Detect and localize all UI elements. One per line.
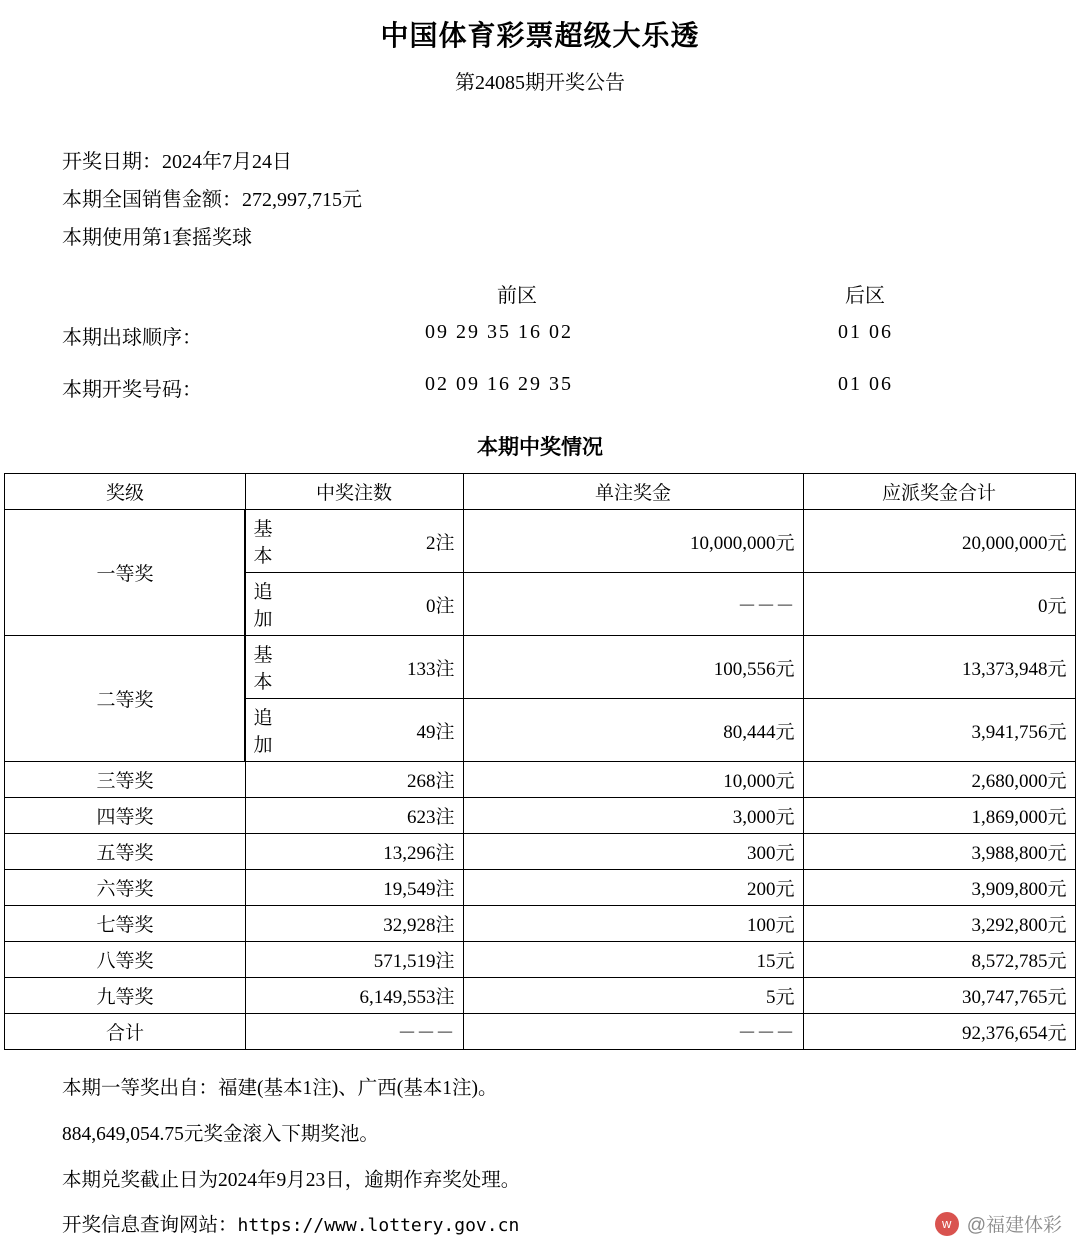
cell-grade: 合计 bbox=[5, 1014, 245, 1050]
cell-total-prize: 3,909,800元 bbox=[803, 870, 1075, 906]
cell-winner-count: 6,149,553注 bbox=[245, 978, 463, 1014]
cell-unit-prize: 100元 bbox=[463, 906, 803, 942]
claim-deadline-note: 本期兑奖截止日为2024年9月23日，逾期作弃奖处理。 bbox=[62, 1158, 1080, 1204]
footer-notes bbox=[0, 1066, 1080, 1249]
back-zone-label: 后区 bbox=[845, 279, 885, 308]
cell-winner-count: －－－ bbox=[245, 1014, 463, 1050]
winning-numbers-front: 02 09 16 29 35 bbox=[425, 373, 573, 396]
weibo-icon: w bbox=[935, 1212, 959, 1236]
first-prize-source-note: 本期一等奖出自：福建(基本1注)、广西(基本1注)。 bbox=[62, 1066, 1080, 1112]
website-url: https://www.lottery.gov.cn bbox=[238, 1215, 520, 1236]
ball-order-row bbox=[0, 313, 1080, 365]
ball-order-front-numbers: 09 29 35 16 02 bbox=[425, 321, 573, 344]
table-row bbox=[5, 942, 1075, 978]
draw-date: 开奖日期：2024年7月24日 bbox=[62, 143, 1080, 181]
cell-winner-count: 0注 bbox=[245, 573, 463, 636]
page-title: 中国体育彩票超级大乐透 bbox=[0, 0, 1080, 54]
prize-section-title: 本期中奖情况 bbox=[0, 431, 1080, 461]
table-row bbox=[5, 834, 1075, 870]
cell-unit-prize: 3,000元 bbox=[463, 798, 803, 834]
prize-table bbox=[4, 473, 1075, 1050]
cell-total-prize: 3,292,800元 bbox=[803, 906, 1075, 942]
watermark-text: @福建体彩 bbox=[967, 1210, 1062, 1237]
cell-unit-prize: －－－ bbox=[463, 573, 803, 636]
zone-header-row bbox=[0, 279, 1080, 313]
cell-total-prize: 30,747,765元 bbox=[803, 978, 1075, 1014]
page-subtitle: 第24085期开奖公告 bbox=[0, 54, 1080, 95]
table-row bbox=[5, 798, 1075, 834]
table-row bbox=[5, 510, 1075, 573]
website-label: 开奖信息查询网站： bbox=[62, 1215, 238, 1236]
cell-unit-prize: 10,000,000元 bbox=[463, 510, 803, 573]
rollover-note: 884,649,054.75元奖金滚入下期奖池。 bbox=[62, 1112, 1080, 1158]
table-row bbox=[5, 870, 1075, 906]
cell-total-prize: 1,869,000元 bbox=[803, 798, 1075, 834]
cell-winner-count: 32,928注 bbox=[245, 906, 463, 942]
cell-unit-prize: －－－ bbox=[463, 1014, 803, 1050]
cell-grade: 二等奖 bbox=[5, 636, 245, 762]
cell-winner-count: 2注 bbox=[245, 510, 463, 573]
website-note bbox=[62, 1203, 1080, 1249]
cell-unit-prize: 15元 bbox=[463, 942, 803, 978]
winning-numbers-row bbox=[0, 365, 1080, 417]
table-row bbox=[5, 762, 1075, 798]
prize-table-header-row bbox=[5, 474, 1075, 510]
cell-total-prize: 2,680,000元 bbox=[803, 762, 1075, 798]
cell-unit-prize: 100,556元 bbox=[463, 636, 803, 699]
header-grade: 奖级 bbox=[5, 474, 245, 510]
cell-total-prize: 0元 bbox=[803, 573, 1075, 636]
cell-grade: 三等奖 bbox=[5, 762, 245, 798]
cell-total-prize: 13,373,948元 bbox=[803, 636, 1075, 699]
cell-winner-count: 571,519注 bbox=[245, 942, 463, 978]
cell-total-prize: 3,941,756元 bbox=[803, 699, 1075, 762]
ball-order-label: 本期出球顺序： bbox=[62, 321, 202, 350]
ball-order-back-numbers: 01 06 bbox=[838, 321, 893, 344]
cell-grade: 四等奖 bbox=[5, 798, 245, 834]
cell-total-prize: 3,988,800元 bbox=[803, 834, 1075, 870]
cell-grade: 一等奖 bbox=[5, 510, 245, 636]
header-total-prize: 应派奖金合计 bbox=[803, 474, 1075, 510]
cell-unit-prize: 10,000元 bbox=[463, 762, 803, 798]
cell-unit-prize: 5元 bbox=[463, 978, 803, 1014]
cell-grade: 五等奖 bbox=[5, 834, 245, 870]
front-zone-label: 前区 bbox=[497, 279, 537, 308]
cell-grade: 七等奖 bbox=[5, 906, 245, 942]
cell-total-prize: 92,376,654元 bbox=[803, 1014, 1075, 1050]
cell-total-prize: 20,000,000元 bbox=[803, 510, 1075, 573]
table-row bbox=[5, 906, 1075, 942]
winning-numbers-back: 01 06 bbox=[838, 373, 893, 396]
watermark bbox=[935, 1210, 1062, 1237]
header-unit-prize: 单注奖金 bbox=[463, 474, 803, 510]
draw-info-block bbox=[0, 143, 1080, 257]
cell-winner-count: 13,296注 bbox=[245, 834, 463, 870]
cell-grade: 九等奖 bbox=[5, 978, 245, 1014]
cell-unit-prize: 80,444元 bbox=[463, 699, 803, 762]
table-row bbox=[5, 636, 1075, 699]
cell-winner-count: 133注 bbox=[245, 636, 463, 699]
cell-unit-prize: 300元 bbox=[463, 834, 803, 870]
cell-winner-count: 19,549注 bbox=[245, 870, 463, 906]
cell-winner-count: 623注 bbox=[245, 798, 463, 834]
table-row bbox=[5, 978, 1075, 1014]
cell-grade: 六等奖 bbox=[5, 870, 245, 906]
header-count: 中奖注数 bbox=[245, 474, 463, 510]
cell-winner-count: 268注 bbox=[245, 762, 463, 798]
winning-numbers-label: 本期开奖号码： bbox=[62, 373, 202, 402]
table-row bbox=[5, 1014, 1075, 1050]
cell-unit-prize: 200元 bbox=[463, 870, 803, 906]
cell-winner-count: 49注 bbox=[245, 699, 463, 762]
ball-set-used: 本期使用第1套摇奖球 bbox=[62, 219, 1080, 257]
cell-grade: 八等奖 bbox=[5, 942, 245, 978]
national-sales-amount: 本期全国销售金额：272,997,715元 bbox=[62, 181, 1080, 219]
prize-table-body bbox=[5, 510, 1075, 1050]
cell-total-prize: 8,572,785元 bbox=[803, 942, 1075, 978]
